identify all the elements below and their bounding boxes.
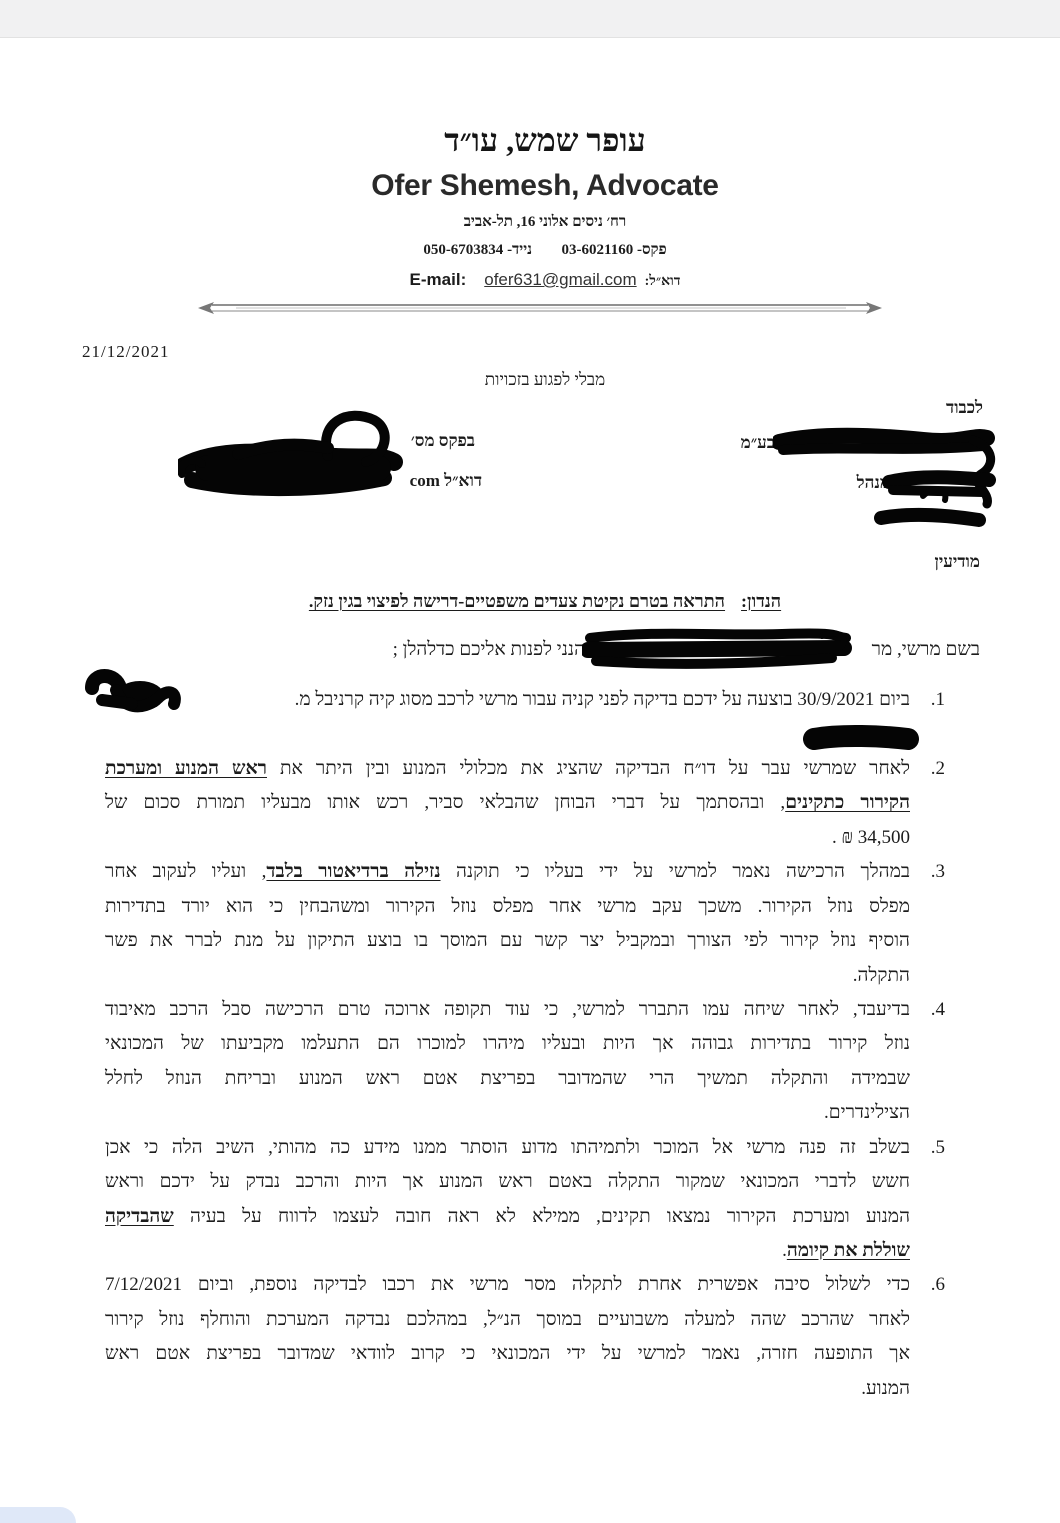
text-run: התקלה. (852, 964, 910, 986)
recipient-city: מודיעין (934, 552, 980, 571)
paragraph-line (105, 993, 910, 1027)
fax-number: 03-6021160 (561, 242, 634, 258)
emphasized-text: שוללת את קיומה (786, 1240, 910, 1261)
emphasized-text: ראש המנוע ומערכת (105, 757, 267, 779)
opening-start: בשם מרשי, מר (871, 639, 980, 660)
text-run: אך התופעה חזרה, נאמר למרשי על ידי המכונאי כי קרוב לוודאי שמדובר בפריצת אטם ראש (105, 1343, 910, 1365)
mobile-label: נייד- (507, 242, 533, 258)
letterhead-name-hebrew: עופר שמש, עו״ד (444, 122, 646, 158)
paragraph-line (105, 1165, 910, 1199)
numbered-paragraphs (105, 683, 945, 1406)
paragraph-line (105, 1027, 910, 1061)
paragraph-line (105, 1337, 910, 1371)
paragraph-number: 3. (930, 861, 945, 883)
paragraph-line (105, 1062, 910, 1096)
text-run: המנוע. (861, 1377, 910, 1399)
text-run: במהלך הרכישה נאמר למרשי על ידי בעליו כי תוקנה (440, 861, 911, 883)
numbered-paragraph (105, 752, 945, 855)
letterhead-phones (200, 240, 890, 260)
recipient-manager-label: מנהל (856, 473, 890, 492)
text-run: נוזל קירור בתדירות גבוהה אך היות ובעליו מיהרו למוכרו הם התעלמו מקביעתו של המכונאי (105, 1033, 910, 1055)
paragraph-line (105, 1303, 910, 1337)
emphasized-text: הקירור כתקינים (785, 792, 910, 814)
paragraph-line (105, 924, 910, 958)
subject-label: הנדון: (741, 591, 782, 611)
paragraph-number: 1. (930, 689, 945, 710)
opening-end: הנני לפנות אליכם כדלהלן ; (392, 639, 585, 660)
paragraph-text (105, 855, 910, 993)
paragraph-number: 5. (930, 1136, 945, 1158)
subject-line (200, 589, 890, 613)
numbered-paragraph (105, 855, 945, 993)
numbered-paragraph (105, 993, 945, 1131)
paragraph-number: 2. (930, 757, 945, 779)
recipient-email-label: דוא״ל (444, 471, 482, 490)
text-run: , ובהסתמך על דברי הבוחן שהבלאי סביר, רכש אותו מבעליו תמורת סכום של (105, 792, 786, 814)
paragraph-line (105, 959, 910, 993)
paragraph-number: 4. (930, 998, 945, 1020)
corner-overlay (0, 1507, 76, 1523)
paragraph-line (105, 1096, 910, 1130)
paragraph-number: 6. (930, 1274, 945, 1296)
text-run: לאחר שמרשי עבר על דו״ח הבדיקה שהציג את מכלולי המנוע ובין היתר את (267, 757, 910, 779)
paragraph-line (105, 683, 910, 717)
paragraph-line (105, 1372, 910, 1406)
letterhead-name-english: Ofer Shemesh, Advocate (371, 169, 719, 202)
text-run: כדי לשלול סיבה אפשרית אחרת לתקלה מסר מרשי את רכבו לבדיקה נוספת, וביום 7/12/2021 (105, 1274, 910, 1296)
recipient-fax-label: בפקס מס׳ (410, 431, 475, 450)
letterhead-email-row (200, 270, 890, 296)
redaction-scribble (82, 668, 182, 723)
text-run: חשש לדברי המכונאי שמקור התקלה באטם ראש המנוע אך היות והרכב נבדק על ידכם וראש (105, 1171, 910, 1193)
text-run: , ועליו לעקוב אחר (105, 861, 267, 883)
paragraph-text (105, 752, 910, 855)
emphasized-text: שהבדיקה (105, 1205, 174, 1227)
paragraph-text (105, 683, 910, 752)
fax-label: פקס- (636, 242, 667, 258)
text-run: ביום 30/9/2021 בוצעה על ידכם בדיקה לפני קניה עבור מרשי לרכב מסוג קיה קרניבל מ. (294, 689, 910, 710)
email-address: ofer631@gmail.com (484, 270, 637, 289)
numbered-paragraph (105, 1268, 945, 1406)
text-run: שבמידה והתקלה תמשיך הרי שהמדובר בפריצת אטם ראש המנוע ובריחת הנוזל לחלל (105, 1067, 910, 1089)
paragraph-line (105, 890, 910, 924)
text-run: לאחר שהרכב שהה למעלה משבועיים במוסך הנ״ל, במהלכם נבדקה המערכת והוחלף נוזל קירור (105, 1308, 910, 1330)
recipient-company-suffix: בע״מ (740, 433, 775, 452)
email-label-hebrew: דוא״ל: (644, 274, 681, 289)
without-prejudice-note: מבלי לפגוע בזכויות (484, 370, 606, 389)
letter-date: 21/12/2021 (82, 342, 170, 361)
emphasized-text: נזילה ברדיאטור בלבד (266, 861, 441, 883)
redaction-scribble (773, 426, 999, 537)
email-label-english: E-mail: (409, 270, 467, 289)
paragraph-line (105, 1131, 910, 1165)
paragraph-line (105, 717, 910, 751)
paragraph-text (105, 1131, 910, 1269)
viewer-top-bar (0, 0, 1060, 38)
paragraph-text (105, 1268, 910, 1406)
letterhead-address: רח׳ ניסים אלוני 16, תל-אביב (463, 214, 627, 230)
text-run: המנוע ומערכת הקירור נמצאו תקינים, ממילא לא ראה חובה לעצמו לדווח על בעיה (173, 1205, 910, 1227)
numbered-paragraph (105, 1131, 945, 1269)
paragraph-line (105, 821, 910, 855)
paragraph-line (105, 1234, 910, 1268)
text-run: הצילינדרים. (824, 1102, 910, 1124)
recipient-email-tail: com (409, 471, 440, 490)
salutation: לכבוד (946, 398, 983, 417)
paragraph-line (105, 1268, 910, 1302)
paragraph-text (105, 993, 910, 1131)
recipient-email-line (410, 470, 482, 492)
subject-text: התראה בטרם נקיטת צעדים משפטיים-דרישה לפיצוי בגין נזק. (308, 591, 726, 611)
redaction-scribble (802, 724, 920, 759)
paragraph-line (105, 1200, 910, 1234)
text-run: 34,500 ₪ . (831, 826, 910, 848)
redaction-scribble (582, 626, 854, 675)
paragraph-line (105, 752, 910, 786)
paragraph-line (105, 786, 910, 820)
letterhead-divider (196, 296, 884, 322)
text-run: הוסיף נוזל קירור לפי הצורך ובמקביל יצר קשר עם המוסך בו בוצע התיקון על מנת לברר את פשר (105, 930, 910, 952)
text-run: בשלב זה פנה מרשי אל המוכר ולתמיהתו מדוע הוסתר ממנו מידע כה מהותי, השיב הלה כי אכן (105, 1136, 910, 1158)
paragraph-line (105, 855, 910, 889)
text-run: בדיעבד, לאחר שיחה עמו התברר למרשי, כי עוד תקופה ארוכה טרם הרכישה סבל הרכב מאיבוד (105, 998, 910, 1020)
text-run: . (782, 1240, 787, 1261)
redaction-scribble (178, 404, 404, 505)
text-run: מפלס נוזל הקירור. משכך עקב מרשי אחר מפלס נוזל הקירור ומשהבחין כי הוא יורד בתדירות (105, 895, 910, 917)
mobile-number: 050-6703834 (423, 242, 504, 258)
